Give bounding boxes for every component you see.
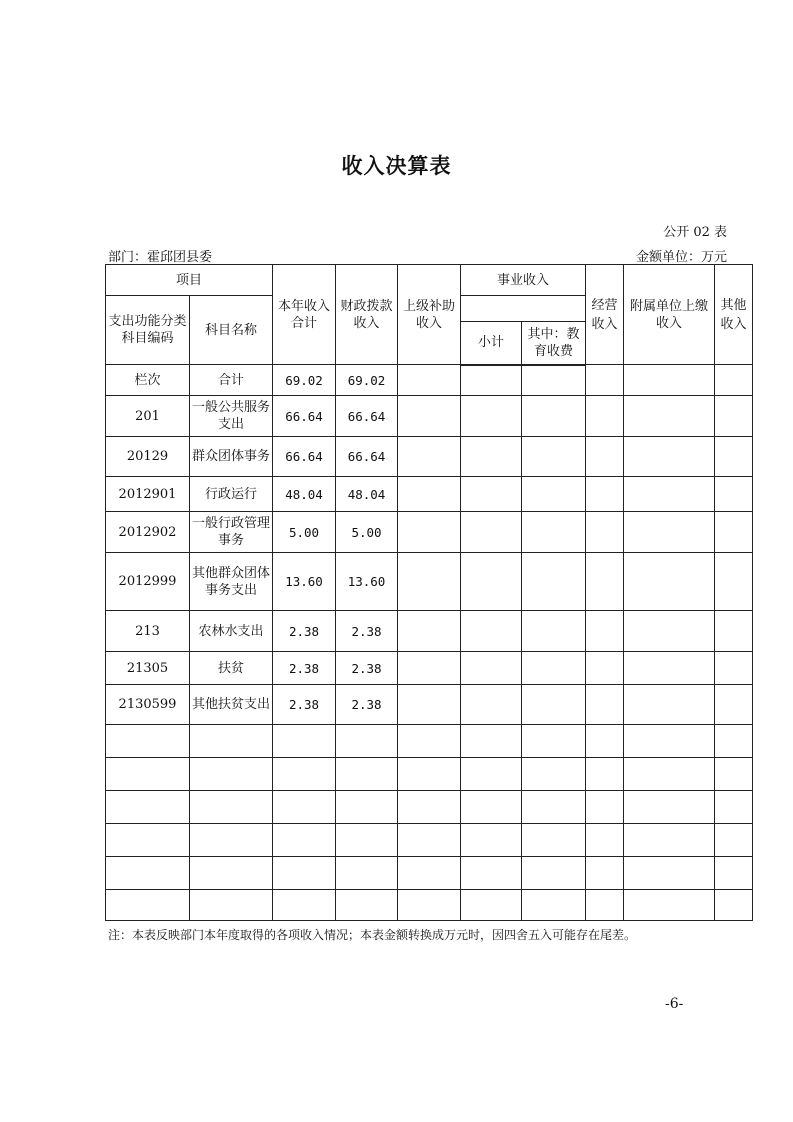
row-fiscal: 48.04 [336, 477, 398, 512]
row-code: 2012902 [106, 512, 190, 553]
row-total: 2.38 [273, 652, 336, 685]
row-fiscal: 66.64 [336, 437, 398, 477]
row-name: 农林水支出 [190, 611, 273, 652]
row-code: 2012999 [106, 553, 190, 611]
row-total: 2.38 [273, 685, 336, 725]
header-name: 科目名称 [190, 296, 273, 365]
header-code: 支出功能分类科目编码 [106, 296, 190, 365]
header-business-subtotal: 小计 [461, 322, 522, 365]
header-affiliated: 附属单位上缴收入 [624, 265, 715, 365]
row-name: 一般公共服务支出 [190, 396, 273, 437]
header-operating: 经营收入 [586, 265, 624, 365]
form-number: 公开 02 表 [663, 225, 727, 240]
row-name: 群众团体事务 [190, 437, 273, 477]
row-name: 其他扶贫支出 [190, 685, 273, 725]
header-item: 项目 [106, 265, 273, 296]
header-fiscal: 财政拨款收入 [336, 265, 398, 365]
table-row [106, 396, 753, 437]
empty-row [106, 890, 753, 921]
row-code: 201 [106, 396, 190, 437]
header-business-spacer [461, 296, 586, 322]
row-name: 一般行政管理事务 [190, 512, 273, 553]
row-code: 2012901 [106, 477, 190, 512]
empty-row [106, 758, 753, 791]
row-total: 66.64 [273, 437, 336, 477]
row-total: 66.64 [273, 396, 336, 437]
row-name: 行政运行 [190, 477, 273, 512]
income-table [105, 264, 753, 921]
table-row [106, 365, 753, 396]
page-number: -6- [665, 996, 684, 1012]
page-title: 收入决算表 [341, 153, 452, 178]
row-fiscal: 13.60 [336, 553, 398, 611]
empty-row [106, 791, 753, 824]
header-total: 本年收入合计 [273, 265, 336, 365]
row-code: 20129 [106, 437, 190, 477]
row-name: 合计 [190, 365, 273, 396]
row-code: 2130599 [106, 685, 190, 725]
row-total: 2.38 [273, 611, 336, 652]
row-name: 扶贫 [190, 652, 273, 685]
header-other: 其他收入 [715, 265, 753, 365]
table-row [106, 652, 753, 685]
header-superior: 上级补助收入 [398, 265, 461, 365]
row-fiscal: 66.64 [336, 396, 398, 437]
row-fiscal: 2.38 [336, 611, 398, 652]
table-row [106, 437, 753, 477]
row-name: 其他群众团体事务支出 [190, 553, 273, 611]
table-note: 注：本表反映部门本年度取得的各项收入情况；本表金额转换成万元时，因四舍五入可能存在尾差。 [108, 928, 637, 942]
header-business: 事业收入 [461, 265, 586, 296]
table-row [106, 685, 753, 725]
department-label: 部门：霍邱团县委 [108, 250, 213, 265]
row-fiscal: 2.38 [336, 685, 398, 725]
row-total: 13.60 [273, 553, 336, 611]
header-business-edu: 其中：教育收费 [522, 322, 586, 365]
table-row [106, 553, 753, 611]
row-code: 213 [106, 611, 190, 652]
table-row [106, 611, 753, 652]
empty-row [106, 824, 753, 857]
empty-row [106, 857, 753, 890]
row-fiscal: 69.02 [336, 365, 398, 396]
row-total: 5.00 [273, 512, 336, 553]
row-fiscal: 2.38 [336, 652, 398, 685]
unit-label: 金额单位：万元 [635, 250, 727, 265]
table-row [106, 512, 753, 553]
empty-row [106, 725, 753, 758]
row-code: 21305 [106, 652, 190, 685]
row-code: 栏次 [106, 365, 190, 396]
table-row [106, 477, 753, 512]
row-total: 69.02 [273, 365, 336, 396]
row-total: 48.04 [273, 477, 336, 512]
row-fiscal: 5.00 [336, 512, 398, 553]
